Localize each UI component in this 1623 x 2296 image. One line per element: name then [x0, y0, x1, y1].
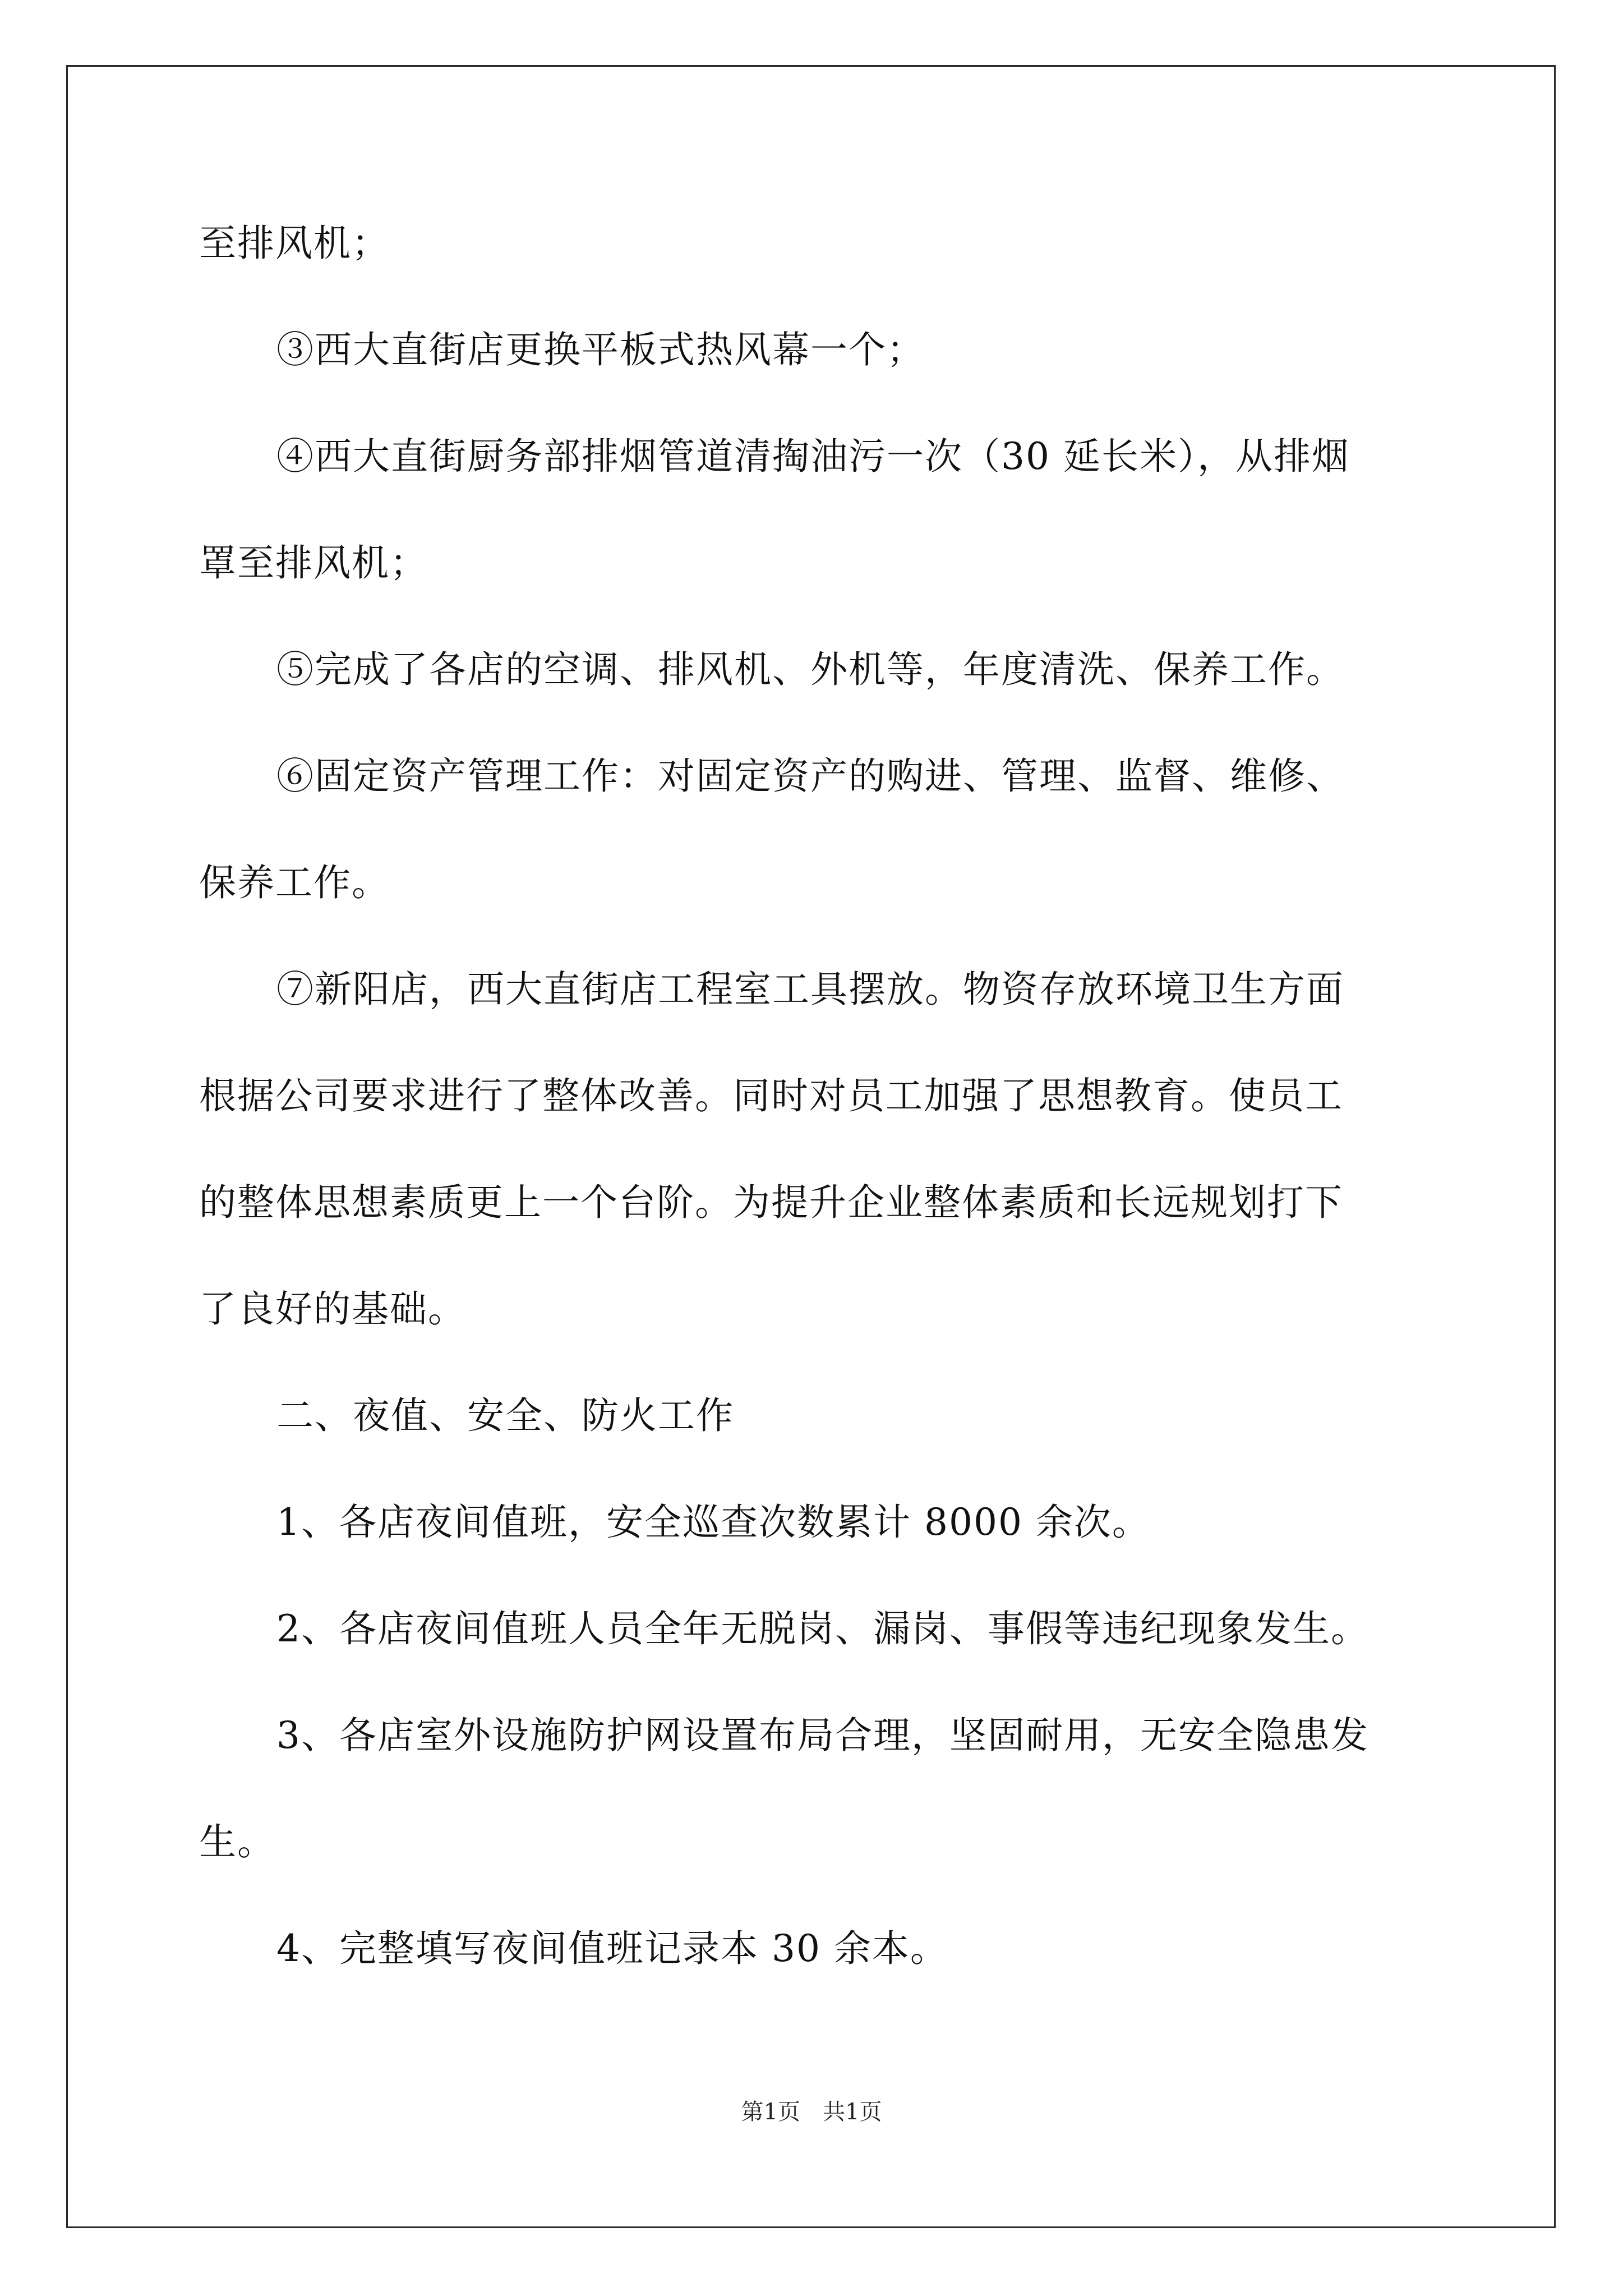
text-line: 根据公司要求进行了整体改善。同时对员工加强了思想教育。使员工	[199, 1074, 1343, 1117]
text-line: 1、各店夜间值班，安全巡查次数累计 8000 余次。	[276, 1501, 1150, 1544]
text-line: ⑦新阳店，西大直街店工程室工具摆放。物资存放环境卫生方面	[276, 968, 1344, 1011]
section-heading: 二、夜值、安全、防火工作	[276, 1394, 734, 1437]
text-line: 3、各店室外设施防护网设置布局合理，坚固耐用，无安全隐患发	[276, 1714, 1369, 1757]
text-line: ④西大直街厨务部排烟管道清掏油污一次（30 延长米），从排烟	[276, 435, 1350, 478]
text-line: 2、各店夜间值班人员全年无脱岗、漏岗、事假等违纪现象发生。	[276, 1607, 1369, 1650]
text-line: 4、完整填写夜间值班记录本 30 余本。	[276, 1927, 948, 1970]
text-line: 了良好的基础。	[199, 1287, 466, 1331]
text-line: 至排风机；	[199, 222, 390, 265]
text-line: 保养工作。	[199, 861, 390, 904]
text-line: ⑥固定资产管理工作：对固定资产的购进、管理、监督、维修、	[276, 754, 1344, 798]
text-line: 的整体思想素质更上一个台阶。为提升企业整体素质和长远规划打下	[199, 1181, 1343, 1224]
text-line: 生。	[199, 1820, 275, 1864]
text-line: 罩至排风机；	[199, 541, 428, 585]
page-footer: 第1页 共1页	[741, 2099, 882, 2125]
text-line: ③西大直街店更换平板式热风幕一个；	[276, 328, 925, 371]
page-border	[66, 65, 1556, 2228]
text-line: ⑤完成了各店的空调、排风机、外机等，年度清洗、保养工作。	[276, 648, 1344, 691]
